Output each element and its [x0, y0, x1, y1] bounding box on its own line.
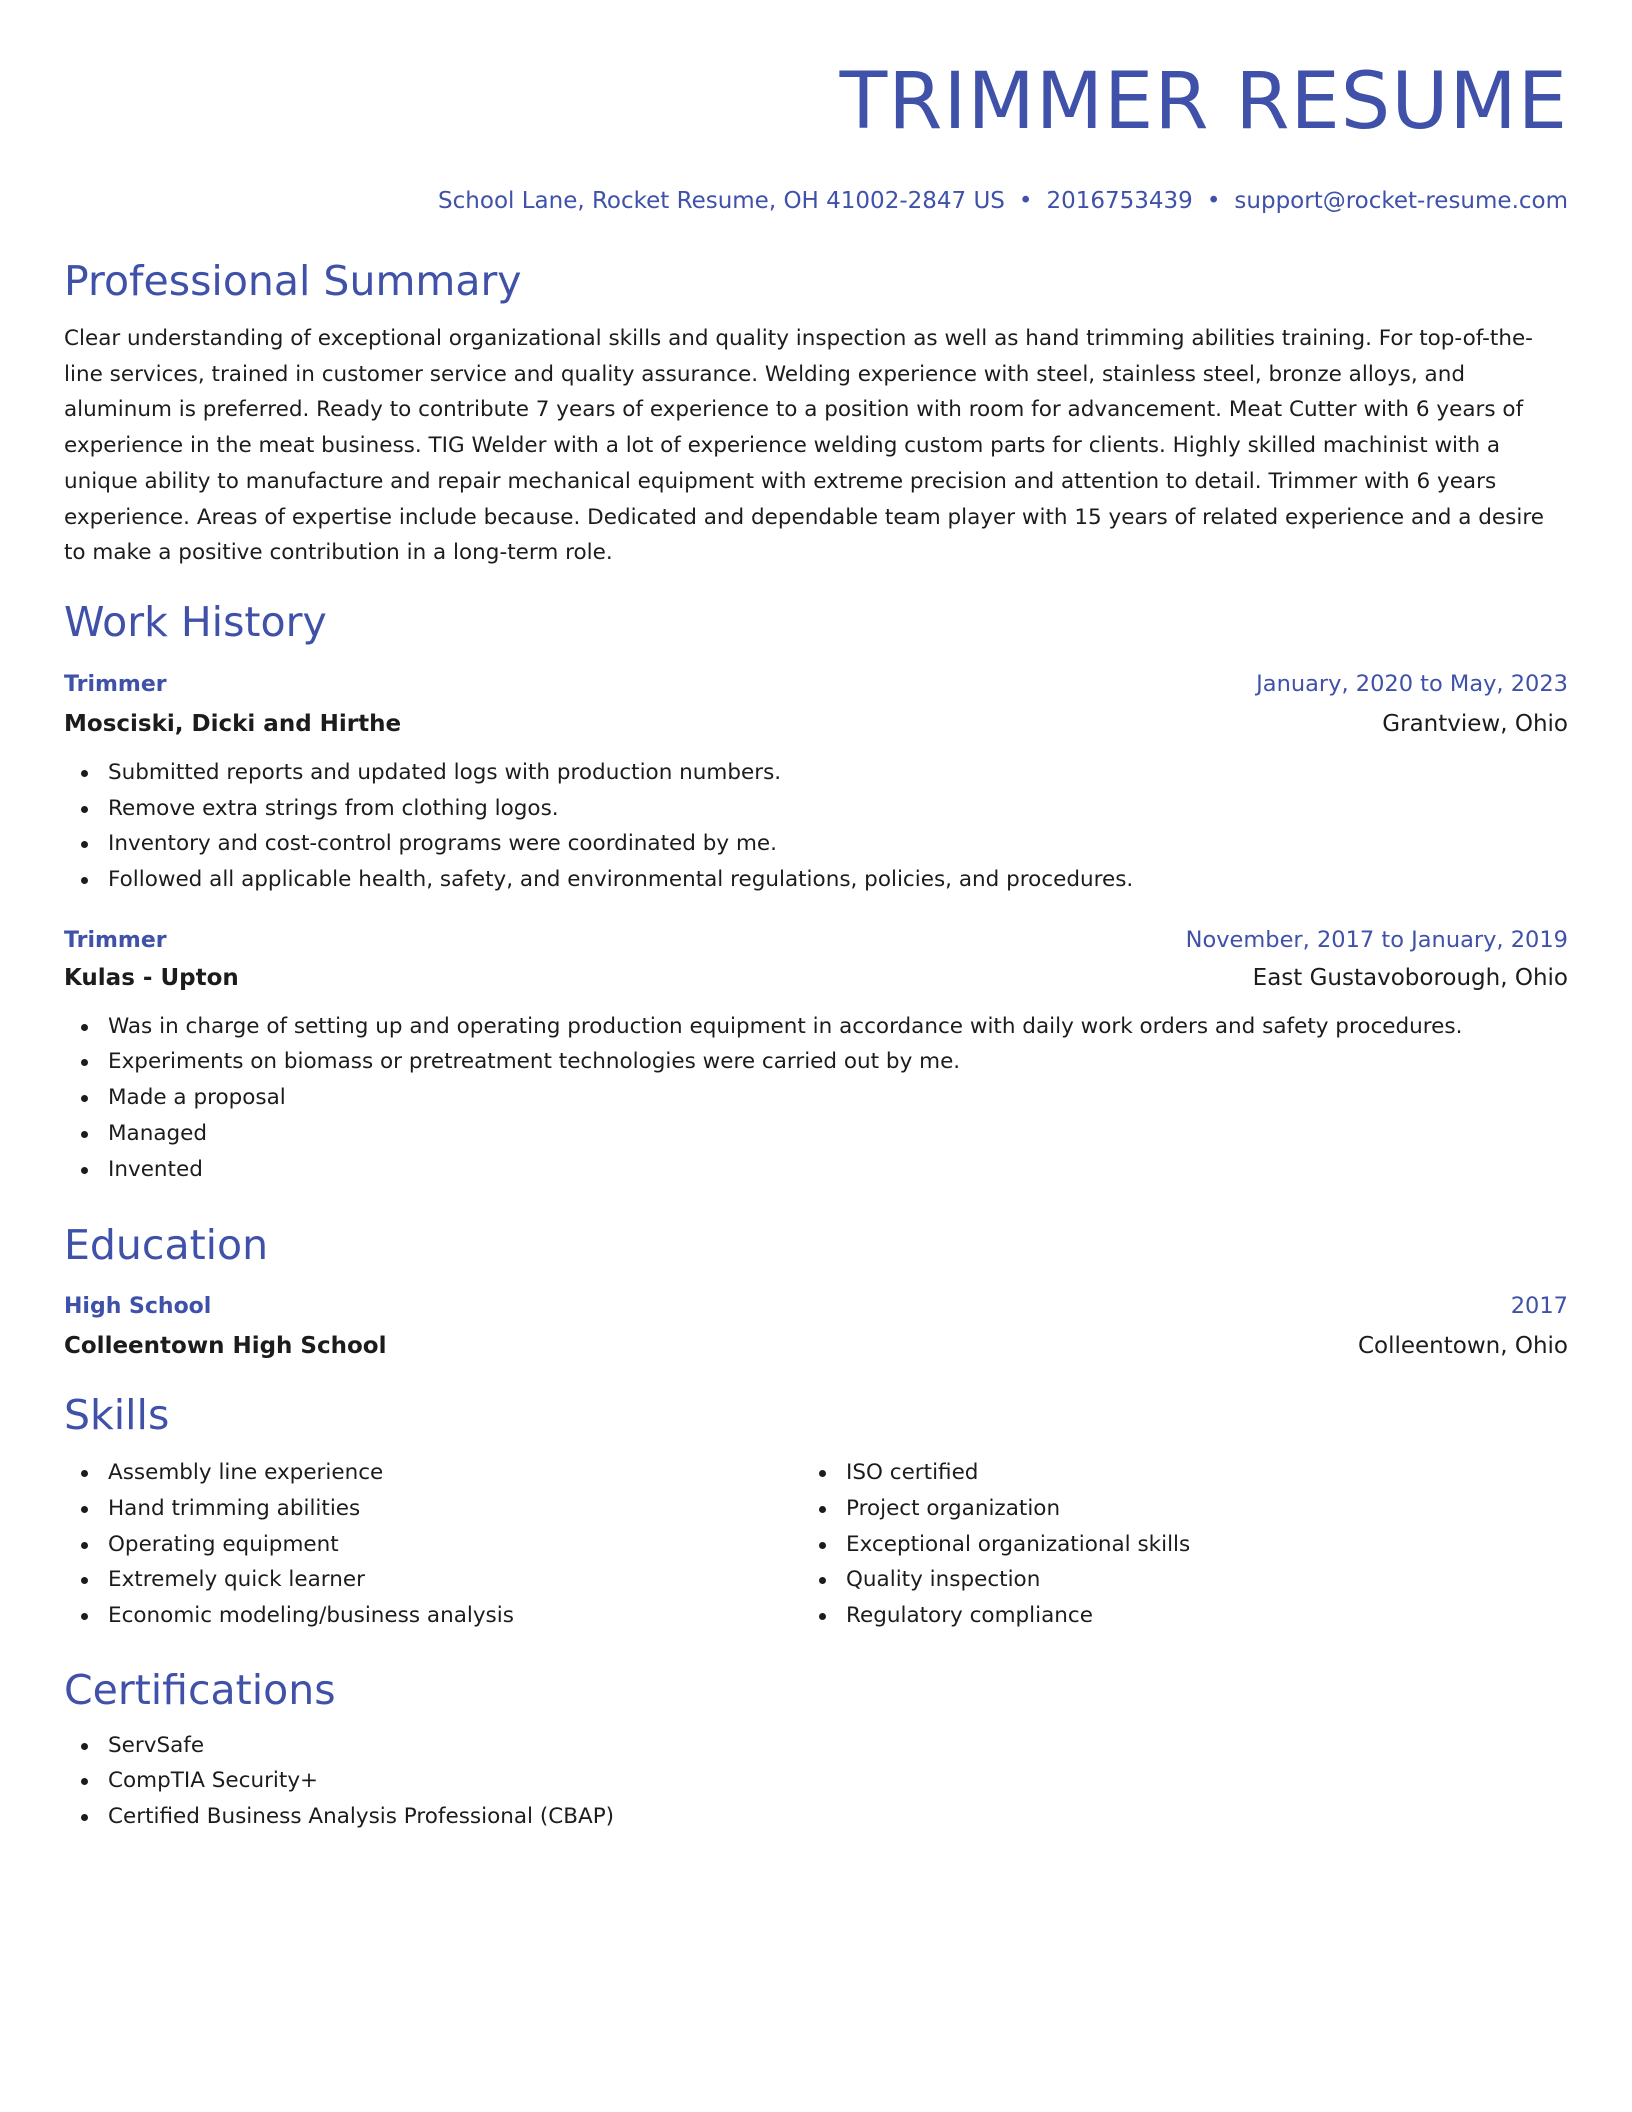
certifications-section [64, 1664, 1568, 1835]
job-duty: Inventory and cost-control programs were coordinated by me. [64, 826, 1568, 862]
education-section [64, 1219, 1568, 1363]
job-duty: Followed all applicable health, safety, and environmental regulations, policies, and procedures. [64, 862, 1568, 898]
contact-separator: • [1206, 188, 1221, 214]
skill-item: ISO certified [802, 1455, 1540, 1491]
certification-item: ServSafe [64, 1728, 1568, 1764]
job-duty: Experiments on biomass or pretreatment technologies were carried out by me. [64, 1044, 1568, 1080]
education-year: 2017 [1510, 1293, 1568, 1320]
job-header-row [64, 924, 1568, 957]
section-title-work-history: Work History [64, 597, 327, 646]
certifications-list [64, 1728, 1568, 1835]
skill-item: Operating equipment [64, 1527, 802, 1563]
job-header-row [64, 668, 1568, 701]
section-title-summary: Professional Summary [64, 257, 522, 305]
skill-item: Hand trimming abilities [64, 1491, 802, 1527]
job-duties-list [64, 755, 1568, 898]
job-duty: Made a proposal [64, 1080, 1568, 1116]
resume-header [64, 56, 1568, 216]
certification-item: Certified Business Analysis Professional (CBAP) [64, 1799, 1568, 1835]
resume-name: TRIMMER RESUME [839, 57, 1568, 147]
skill-item: Project organization [802, 1491, 1540, 1527]
contact-separator: • [1018, 188, 1033, 214]
skills-section [64, 1389, 1568, 1634]
education-header-row [64, 1290, 1568, 1323]
section-title-certifications: Certifications [64, 1665, 336, 1714]
section-title-skills: Skills [64, 1391, 170, 1440]
skill-item: Extremely quick learner [64, 1562, 802, 1598]
skill-item: Exceptional organizational skills [802, 1527, 1540, 1563]
job-dates: January, 2020 to May, 2023 [1256, 670, 1568, 697]
job-org-row [64, 961, 1568, 995]
job-company: Kulas - Upton [64, 964, 239, 991]
education-degree: High School [64, 1294, 212, 1320]
job-duty: Submitted reports and updated logs with production numbers. [64, 755, 1568, 791]
job-duty: Managed [64, 1116, 1568, 1152]
contact-email: support@rocket-resume.com [1234, 188, 1568, 214]
skill-item: Assembly line experience [64, 1455, 802, 1491]
skill-item: Economic modeling/business analysis [64, 1598, 802, 1634]
education-school: Colleentown High School [64, 1333, 387, 1360]
education-school-row [64, 1329, 1568, 1363]
skill-item: Quality inspection [802, 1562, 1540, 1598]
skill-item: Regulatory compliance [802, 1598, 1540, 1634]
job-location: East Gustavoborough, Ohio [1252, 964, 1568, 991]
certification-item: CompTIA Security+ [64, 1763, 1568, 1799]
skills-list-right [802, 1455, 1540, 1634]
work-history-section [64, 596, 1568, 1187]
contact-line [64, 186, 1568, 216]
section-title-education: Education [64, 1221, 269, 1270]
summary-text: Clear understanding of exceptional organizational skills and quality inspection as well as hand trimming abilities training. For top-of-the-line services, trained in customer service and quality assurance. Welding experience with steel, stainless steel, bronze alloys, and aluminum is preferred. Ready to contribute 7 years of experience to a position with room for advancement. Meat Cutter with 6 years of experience in the meat business. TIG Welder with a lot of experience welding custom parts for clients. Highly skilled machinist with a unique ability to manufacture and repair mechanical equipment with extreme precision and attention to detail. Trimmer with 6 years experience. Areas of expertise include because. Dedicated and dependable team player with 15 years of related experience and a desire to make a positive contribution in a long-term role. [64, 326, 1544, 566]
job-dates: November, 2017 to January, 2019 [1185, 926, 1568, 953]
job-location: Grantview, Ohio [1382, 710, 1568, 737]
job-entry [64, 668, 1568, 898]
job-duty: Was in charge of setting up and operating production equipment in accordance with daily work orders and safety procedures. [64, 1009, 1568, 1045]
job-entry [64, 924, 1568, 1188]
job-title: Trimmer [64, 927, 167, 953]
job-company: Mosciski, Dicki and Hirthe [64, 710, 402, 737]
skills-grid [64, 1455, 1568, 1634]
job-title: Trimmer [64, 671, 167, 697]
job-duty: Invented [64, 1152, 1568, 1188]
contact-address: School Lane, Rocket Resume, OH 41002-2847 US [438, 188, 1005, 214]
job-org-row [64, 707, 1568, 741]
job-duty: Remove extra strings from clothing logos. [64, 791, 1568, 827]
summary-section [64, 255, 1568, 571]
skills-list-left [64, 1455, 802, 1634]
education-location: Colleentown, Ohio [1357, 1333, 1568, 1360]
contact-phone: 2016753439 [1046, 188, 1193, 214]
job-duties-list [64, 1009, 1568, 1188]
